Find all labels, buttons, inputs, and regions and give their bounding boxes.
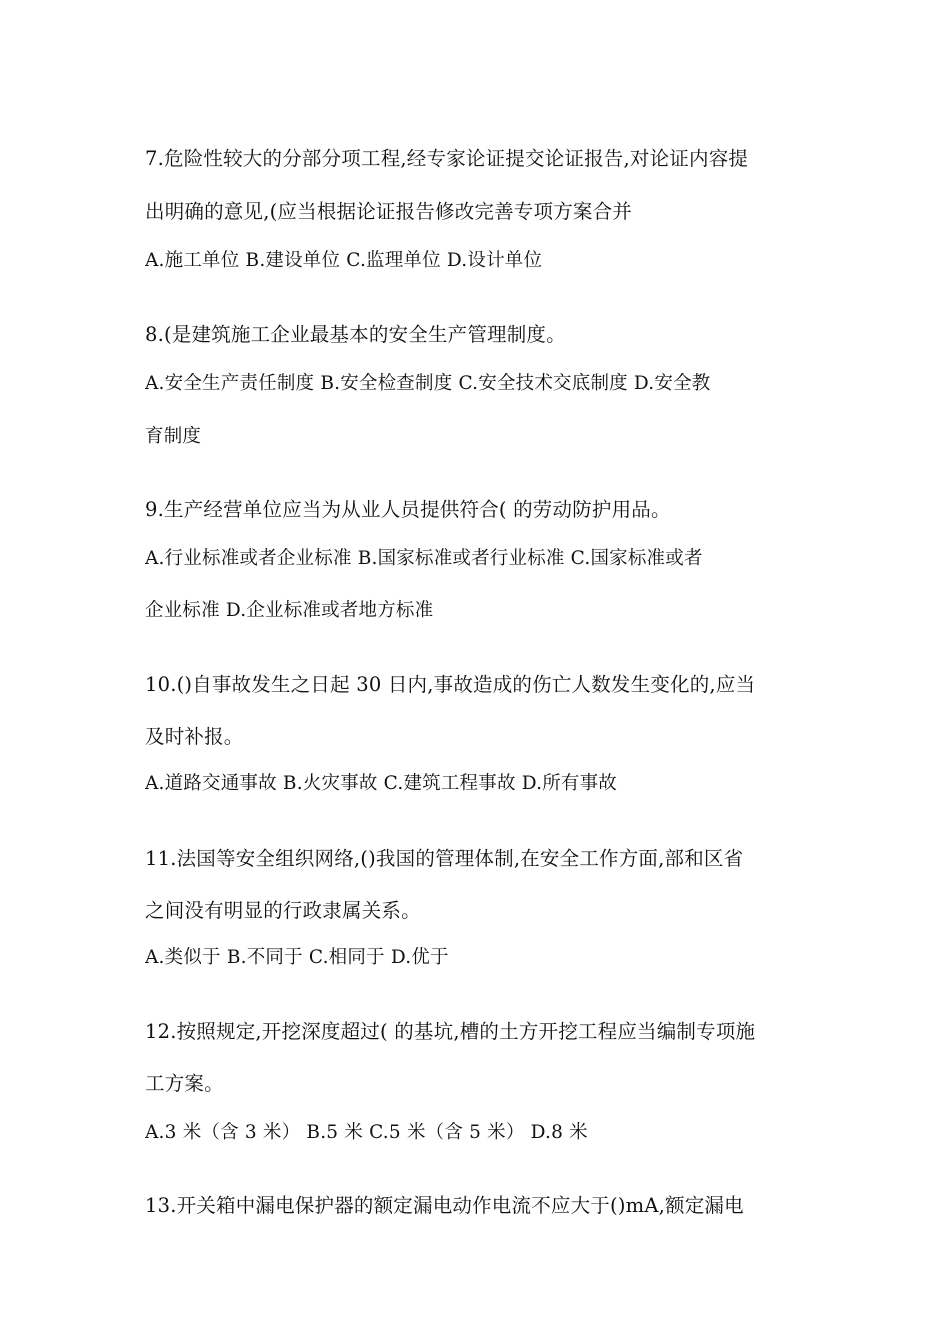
question-12-options: A.3 米（含 3 米） B.5 米 C.5 米（含 5 米） D.8 米 <box>145 1122 588 1143</box>
question-7-stem-line-2: 出明确的意见,(应当根据论证报告修改完善专项方案合并 <box>145 200 633 223</box>
question-9-options-line-2: 企业标准 D.企业标准或者地方标准 <box>145 600 434 621</box>
question-9-stem: 9.生产经营单位应当为从业人员提供符合( 的劳动防护用品。 <box>145 498 671 521</box>
question-10-stem-line-2: 及时补报。 <box>145 725 244 748</box>
question-11-stem-line-1: 11.法国等安全组织网络,()我国的管理体制,在安全工作方面,部和区省 <box>145 847 744 870</box>
question-9-options-line-1: A.行业标准或者企业标准 B.国家标准或者行业标准 C.国家标准或者 <box>145 548 703 569</box>
question-10-stem-line-1: 10.()自事故发生之日起 30 日内,事故造成的伤亡人数发生变化的,应当 <box>145 673 756 696</box>
question-7-options: A.施工单位 B.建设单位 C.监理单位 D.设计单位 <box>145 250 543 271</box>
question-12-stem-line-2: 工方案。 <box>145 1072 224 1095</box>
question-8-stem: 8.(是建筑施工企业最基本的安全生产管理制度。 <box>145 323 566 346</box>
question-13-stem-line-1: 13.开关箱中漏电保护器的额定漏电动作电流不应大于()mA,额定漏电 <box>145 1194 744 1217</box>
question-10-options: A.道路交通事故 B.火灾事故 C.建筑工程事故 D.所有事故 <box>145 773 617 794</box>
question-11-stem-line-2: 之间没有明显的行政隶属关系。 <box>145 899 421 922</box>
question-8-options-line-1: A.安全生产责任制度 B.安全检查制度 C.安全技术交底制度 D.安全教 <box>145 373 711 394</box>
question-11-options: A.类似于 B.不同于 C.相同于 D.优于 <box>145 947 449 968</box>
question-12-stem-line-1: 12.按照规定,开挖深度超过( 的基坑,槽的土方开挖工程应当编制专项施 <box>145 1020 756 1043</box>
question-8-options-line-2: 育制度 <box>145 426 202 447</box>
question-7-stem-line-1: 7.危险性较大的分部分项工程,经专家论证提交论证报告,对论证内容提 <box>145 147 749 170</box>
